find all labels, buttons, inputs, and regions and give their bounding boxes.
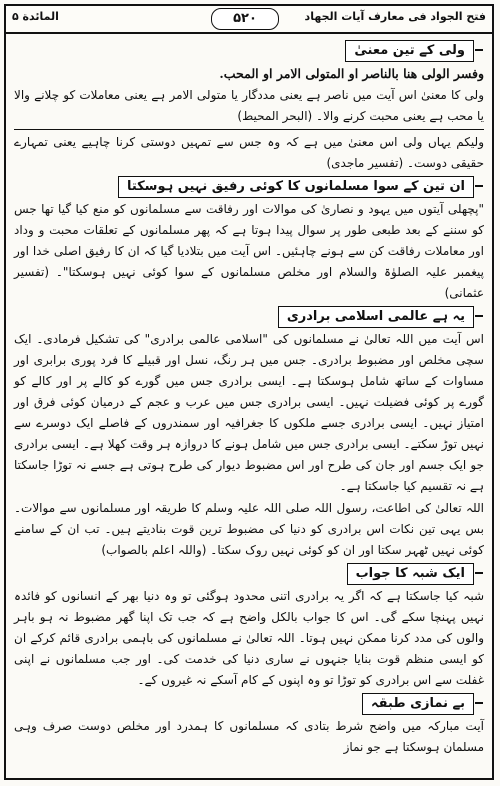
paragraph: "پچھلی آیتوں میں یہود و نصاریٰ کی موالات اور رفاقت سے مسلمانوں کو منع کیا گیا تھا جس کو سننے کے بعد طبعی طور پر سوال پیدا ہوتا ہے کہ پھر مسلمانوں کے تعلقات محبت و وداد اور معاملات رفاقت کن سے ہونے چاہئیں۔ اس آیت میں بتلادیا گیا کہ ان کا رفیق اصلی خدا اور پیغمبر علیہ الصلوٰۃ والسلام اور مخلص مسلمانوں کے سوا کوئی نہیں ہوسکتا"۔ (تفسیر عثمانی) [14, 202, 484, 300]
paragraph: آیت مبارکہ میں واضح شرط بتادی کہ مسلمانوں کا ہمدرد اور مخلص دوست صرف وہی مسلمان ہوسکتا ہے جو نماز [14, 719, 484, 754]
paragraph: اللہ تعالیٰ کی اطاعت، رسول اللہ صلی اللہ علیہ وسلم کا طریقہ اور مسلمانوں سے موالات۔ بس یہی تین نکات اس برادری کو دنیا کی مضبوط ترین قوت بنادیتے ہیں۔ تب ان کے سامنے کوئی نہیں ٹھہر سکتا اور ان کو کوئی نہیں روک سکتا۔ (واللہ اعلم بالصواب) [14, 501, 484, 557]
arabic-quote: وفسر الولی هنا بالناصر او المتولی الامر او المحب. [219, 66, 484, 81]
paragraph: شبہ کیا جاسکتا ہے کہ اگر یہ برادری اتنی محدود ہوگئی تو وہ دنیا بھر کے انسانوں کو فائدہ نہیں پہنچا سکے گی۔ اس کا جواب بالکل واضح ہے کہ جب تک اپنا گھر مضبوط نہ ہو باہر والوں کی مدد کرنا ممکن نہیں ہوتا۔ اللہ تعالیٰ نے مسلمانوں کی باہمی برادری قائم کرکے ان کو ایسی منظم قوت بنایا جنہوں نے ساری دنیا کی خدمت کی۔ اور جب مسلمانوں نے اپنی غفلت سے اس برادری کو توڑا تو وہ اپنوں کے کام آسکے نہ غیروں کے۔ [14, 589, 484, 687]
section-heading: ایک شبہ کا جواب [347, 563, 474, 585]
page-content [6, 34, 492, 758]
paragraph: اس آیت میں اللہ تعالیٰ نے مسلمانوں کی "اسلامی عالمی برادری" کی تشکیل فرمادی۔ ایک سچی مخلص اور مضبوط برادری۔ جس میں ہر رنگ، نسل اور قبیلے کا فرد پوری برابری اور مساوات کے ساتھ شامل ہوسکتا ہے۔ ایسی برادری جس میں گورے کو کالے پر اور کالے کو گورے پر کوئی فضیلت نہیں۔ ایسی برادری جس میں عرب و عجم کے درمیان کوئی فرق اور امتیاز نہیں۔ ایسی برادری جسے ملکوں کا جغرافیہ اور سمندروں کے فاصلے ایک دوسرے سے نہیں توڑ سکتے۔ ایسی برادری جس میں شامل ہونے کا دروازہ ہر وقت کھلا ہے۔ ایسی برادری جو ایک جسم اور جان کی طرح اور اس مضبوط دیوار کی طرح ہوتی ہے جسے نہ توڑا جاسکتا ہے نہ تقسیم کیا جاسکتا ہے۔ [14, 332, 484, 493]
page [4, 4, 494, 780]
paragraph: ولی کا معنیٰ اس آیت میں ناصر ہے یعنی مددگار یا متولی الامر ہے یعنی معاملات کو چلانے والا یا محب ہے یعنی محبت کرنے والا۔ (البحر المحیط) [14, 88, 484, 123]
page-number: ۵۲۰ [211, 8, 279, 30]
surah-name: المائدة ۵ [12, 10, 59, 23]
section-heading: ولی کے تین معنیٰ [345, 40, 474, 62]
divider [14, 129, 484, 130]
page-header [6, 6, 492, 34]
section-heading: بے نمازی طبقہ [362, 693, 474, 715]
section-heading: یہ ہے عالمی اسلامی برادری [278, 306, 474, 328]
section-heading: ان تین کے سوا مسلمانوں کا کوئی رفیق نہیں ہوسکتا [118, 176, 474, 198]
book-title: فتح الجواد فی معارف آیات الجهاد [304, 10, 486, 23]
paragraph: ولیکم یہاں ولی اس معنیٰ میں ہے کہ وہ جس سے تمہیں دوستی کرنا چاہیے یعنی تمہارے حقیقی دوست۔ (تفسیر ماجدی) [14, 135, 484, 170]
